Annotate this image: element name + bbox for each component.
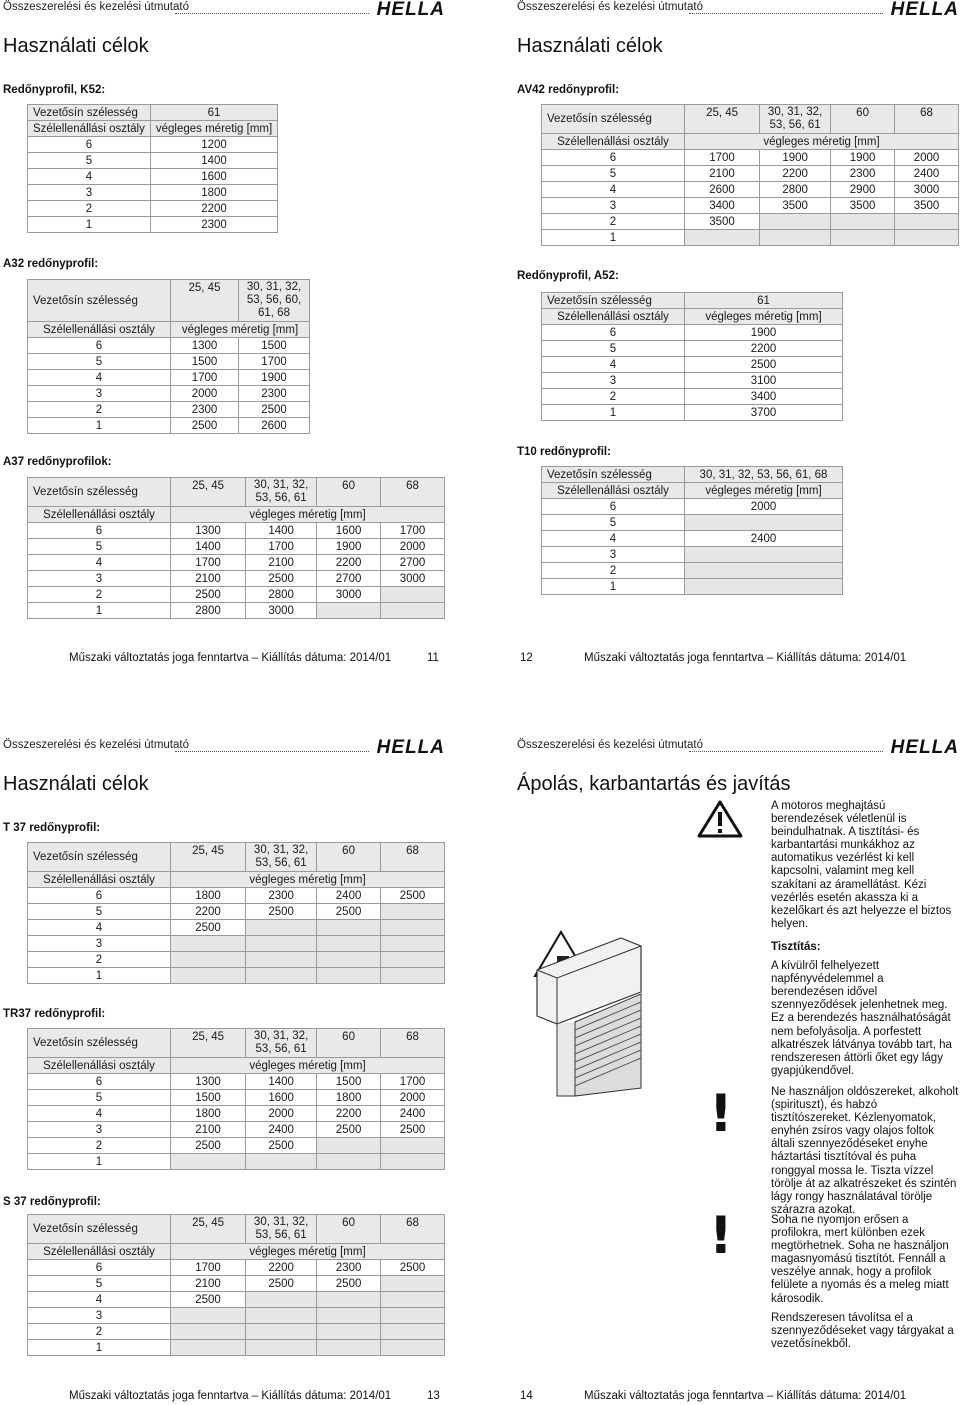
table-row: 4 1700 2100 2200 2700: [28, 555, 445, 571]
header-leader: [689, 751, 883, 752]
section-label: AV42 redőnyprofil:: [517, 84, 620, 96]
doc-title: Összeszerelési és kezelési útmutató: [3, 739, 189, 751]
table-row: 2 2500 2800 3000: [28, 587, 445, 603]
pressure-paragraph: [771, 1214, 959, 1357]
table-row: 3 2100 2500 2700 3000: [28, 571, 445, 587]
hella-logo: HELLA: [890, 0, 959, 20]
roller-shutter-illustration-icon: [523, 928, 643, 1098]
table-row: 1: [542, 579, 843, 595]
table-row: 4 2500: [542, 357, 843, 373]
table-row: 1 2500 2600: [28, 418, 310, 434]
table-row: 6 1900: [542, 325, 843, 341]
table-row: 1: [28, 1340, 445, 1356]
table-row: 5 1400 1700 1900 2000: [28, 539, 445, 555]
pressure-text: Soha ne nyomjon erősen a profilokra, mert különben ezek megtörhetnek. Soha ne használjon magasnyomású tisztítót. Fennáll a veszélye annak, hogy a profilok felülete a nyomás és a meleg miatt károsodik.: [771, 1214, 949, 1305]
table-row: 1 2300: [28, 217, 278, 233]
header-leader: [689, 13, 883, 14]
page-number: 12: [520, 652, 533, 664]
section-label: TR37 redőnyprofil:: [3, 1008, 106, 1020]
page-12: [517, 0, 959, 664]
table-t37: Vezetősín szélesség 25, 45 30, 31, 32, 53, 56, 61 60 68 Szélellenállási osztály végleges méretig [mm] 6 1800 2300 2400 2500 5 2200 2500 2500 4 2500 3 2 1: [27, 842, 445, 984]
table-row: 3: [542, 547, 843, 563]
table-row: 6 1300 1400 1600 1700: [28, 523, 445, 539]
col-header-class: Szélellenállási osztály: [28, 121, 151, 137]
table-row: 6 1300 1500: [28, 338, 310, 354]
section-label: S 37 redőnyprofil:: [3, 1196, 101, 1208]
table-a32: Vezetősín szélesség 25, 45 30, 31, 32, 53, 56, 60, 61, 68 Szélellenállási osztály végleges méretig [mm] 6 1300 1500 5 1500 1700 4 1700 1900 3 2000 2300 2 2300 2500 1 2500 2600: [27, 279, 310, 434]
table-a52: Vezetősín szélesség 61 Szélellenállási osztály végleges méretig [mm] 6 1900 5 2200 4 2500 3 3100 2 3400 1 3700: [541, 292, 843, 421]
table-row: 1: [28, 1154, 445, 1170]
page-header: [3, 0, 445, 22]
table-row: 6 2000: [542, 499, 843, 515]
table-row: 4 2600 2800 2900 3000: [542, 182, 959, 198]
page-number: 11: [427, 652, 439, 664]
table-row: 1 3700: [542, 405, 843, 421]
section-label: Redőnyprofil, A52:: [517, 270, 619, 282]
header-leader: [175, 13, 369, 14]
section-label: A37 redőnyprofilok:: [3, 456, 112, 468]
table-row: 3 3400 3500 3500 3500: [542, 198, 959, 214]
section-label: T10 redőnyprofil:: [517, 446, 611, 458]
table-row: 5: [542, 515, 843, 531]
table-row: 1: [542, 230, 959, 246]
cleaning-heading: Tisztítás:: [771, 940, 821, 953]
warning-triangle-icon: [697, 800, 743, 838]
table-row: 4 1800 2000 2200 2400: [28, 1106, 445, 1122]
table-row: 5 2200: [542, 341, 843, 357]
table-s37: Vezetősín szélesség 25, 45 30, 31, 32, 53, 56, 61 60 68 Szélellenállási osztály végleges méretig [mm] 6 1700 2200 2300 2500 5 2100 2500 2500 4 2500 3 2 1: [27, 1214, 445, 1356]
page-title: Használati célok: [3, 773, 149, 795]
col-header-width: Vezetősín szélesség: [28, 105, 151, 121]
table-row: 5 1500 1700: [28, 354, 310, 370]
doc-title: Összeszerelési és kezelési útmutató: [517, 1, 703, 13]
col-header-width: Vezetősín szélesség: [28, 280, 171, 322]
table-row: 3 1800: [28, 185, 278, 201]
page-title: Ápolás, karbantartás és javítás: [517, 773, 791, 795]
table-row: 5 2200 2500 2500: [28, 904, 445, 920]
header-leader: [175, 751, 369, 752]
table-row: 6 1700 2200 2300 2500: [28, 1260, 445, 1276]
page-header: [517, 0, 959, 22]
table-row: 4 1700 1900: [28, 370, 310, 386]
table-av42: Vezetősín szélesség 25, 45 30, 31, 32, 53, 56, 61 60 68 Szélellenállási osztály végleges méretig [mm] 6 1700 1900 1900 2000 5 2100 2200 2300 2400 4 2600 2800 2900 3000 3 3400 3500 3500 3500 2 3500 1: [541, 104, 959, 246]
table-row: 5 1400: [28, 153, 278, 169]
table-row: 3: [28, 1308, 445, 1324]
footer-text: Műszaki változtatás joga fenntartva – Kiállítás dátuma: 2014/01: [584, 652, 907, 664]
solvent-paragraph: [771, 1086, 959, 1223]
hella-logo: HELLA: [376, 737, 445, 758]
width-value: 61: [150, 105, 277, 121]
table-row: 2 3500: [542, 214, 959, 230]
page-header: [517, 738, 959, 760]
table-row: 2 2300 2500: [28, 402, 310, 418]
table-row: 5 2100 2500 2500: [28, 1276, 445, 1292]
table-row: 6 1200: [28, 137, 278, 153]
table-row: 5 2100 2200 2300 2400: [542, 166, 959, 182]
table-row: 2: [28, 952, 445, 968]
table-row: 6 1300 1400 1500 1700: [28, 1074, 445, 1090]
table-t10: Vezetősín szélesség 30, 31, 32, 53, 56, 61, 68 Szélellenállási osztály végleges méretig [mm] 6 2000 5 4 2400 3 2 1: [541, 466, 843, 595]
hella-logo: HELLA: [890, 737, 959, 758]
page-title: Használati célok: [517, 35, 663, 57]
table-row: 6 1700 1900 1900 2000: [542, 150, 959, 166]
table-row: 3 2100 2400 2500 2500: [28, 1122, 445, 1138]
footer-text: Műszaki változtatás joga fenntartva – Kiállítás dátuma: 2014/01: [69, 652, 392, 664]
table-row: 2 2200: [28, 201, 278, 217]
regular-cleaning-text: Rendszeresen távolítsa el a szennyeződéseket vagy tárgyakat a vezetősínekből.: [771, 1311, 954, 1350]
page-number: 13: [427, 1390, 440, 1402]
page-13: [3, 737, 445, 1402]
unit-label: végleges méretig [mm]: [150, 121, 277, 137]
table-row: 2: [542, 563, 843, 579]
table-tr37: Vezetősín szélesség 25, 45 30, 31, 32, 53, 56, 61 60 68 Szélellenállási osztály végleges méretig [mm] 6 1300 1400 1500 1700 5 1500 1600 1800 2000 4 1800 2000 2200 2400 3 2100 2400 2500 2500 2 2500 2500 1: [27, 1028, 445, 1170]
table-k52: [27, 104, 278, 233]
page-title: Használati célok: [3, 35, 149, 57]
table-row: 6 1800 2300 2400 2500: [28, 888, 445, 904]
footer-text: Műszaki változtatás joga fenntartva – Kiállítás dátuma: 2014/01: [69, 1390, 392, 1402]
table-a37: Vezetősín szélesség 25, 45 30, 31, 32, 53, 56, 61 60 68 Szélellenállási osztály végleges méretig [mm] 6 1300 1400 1600 1700 5 1400 1700 1900 2000 4 1700 2100 2200 2700 3 2100 2500 2700 3000 2 2500 2800 3000 1 2800 3000: [27, 477, 445, 619]
section-label: T 37 redőnyprofil:: [3, 822, 101, 834]
table-row: 2 2500 2500: [28, 1138, 445, 1154]
table-row: 4 2400: [542, 531, 843, 547]
cleaning-text: A kívülről felhelyezett napfényvédelemmel a berendezésen idővel szennyeződések jelenhetnek meg. Ez a berendezés használhatóságát nem befolyásolja. A porfestett alkatrészek látványa tovább tart, ha rendszeresen áttörli őket egy lágy gyapjúkendővel.: [771, 960, 952, 1077]
table-row: 4 1600: [28, 169, 278, 185]
doc-title: Összeszerelési és kezelési útmutató: [517, 739, 703, 751]
table-row: 1 2800 3000: [28, 603, 445, 619]
table-row: 4 2500: [28, 920, 445, 936]
section-label: Redőnyprofil, K52:: [3, 84, 106, 96]
table-row: 1: [28, 968, 445, 984]
table-row: 2 3400: [542, 389, 843, 405]
warning-text: A motoros meghajtású berendezések véletlenül is beindulhatnak. A tisztítási- és karbantartási munkákhoz az automatikus vezérlést ki kell kapcsolni, valamint meg kell szakítani az áramellátást. Kézi vezérlés esetén akassza ki a kezelőkart és azt helyezze el biztos helyen.: [771, 800, 952, 930]
page-header: [3, 738, 445, 760]
solvent-text: Ne használjon oldószereket, alkoholt (spirituszt), és habzó tisztítószereket. Kézlenyomatok, enyhén zsíros vagy olajos foltok általi szennyeződéseket enyhe háztartási tisztítóval és puha ronggyal mossa le. Tiszta vízzel törölje át az alkatrészeket és szintén lágy rongy használatával törölje szárazra azokat.: [771, 1086, 959, 1216]
hella-logo: HELLA: [376, 0, 445, 20]
exclamation-icon: !: [709, 1206, 733, 1266]
page-11: [3, 0, 445, 664]
table-row: 2: [28, 1324, 445, 1340]
page-number: 14: [520, 1390, 533, 1402]
exclamation-icon: !: [709, 1084, 733, 1144]
table-row: 3 3100: [542, 373, 843, 389]
table-row: 4 2500: [28, 1292, 445, 1308]
table-row: 3: [28, 936, 445, 952]
section-label: A32 redőnyprofil:: [3, 258, 99, 270]
doc-title: Összeszerelési és kezelési útmutató: [3, 1, 189, 13]
page-14: [517, 737, 959, 1402]
table-row: 5 1500 1600 1800 2000: [28, 1090, 445, 1106]
footer-text: Műszaki változtatás joga fenntartva – Kiállítás dátuma: 2014/01: [584, 1390, 907, 1402]
table-row: 3 2000 2300: [28, 386, 310, 402]
warning-paragraph: [771, 800, 959, 1084]
